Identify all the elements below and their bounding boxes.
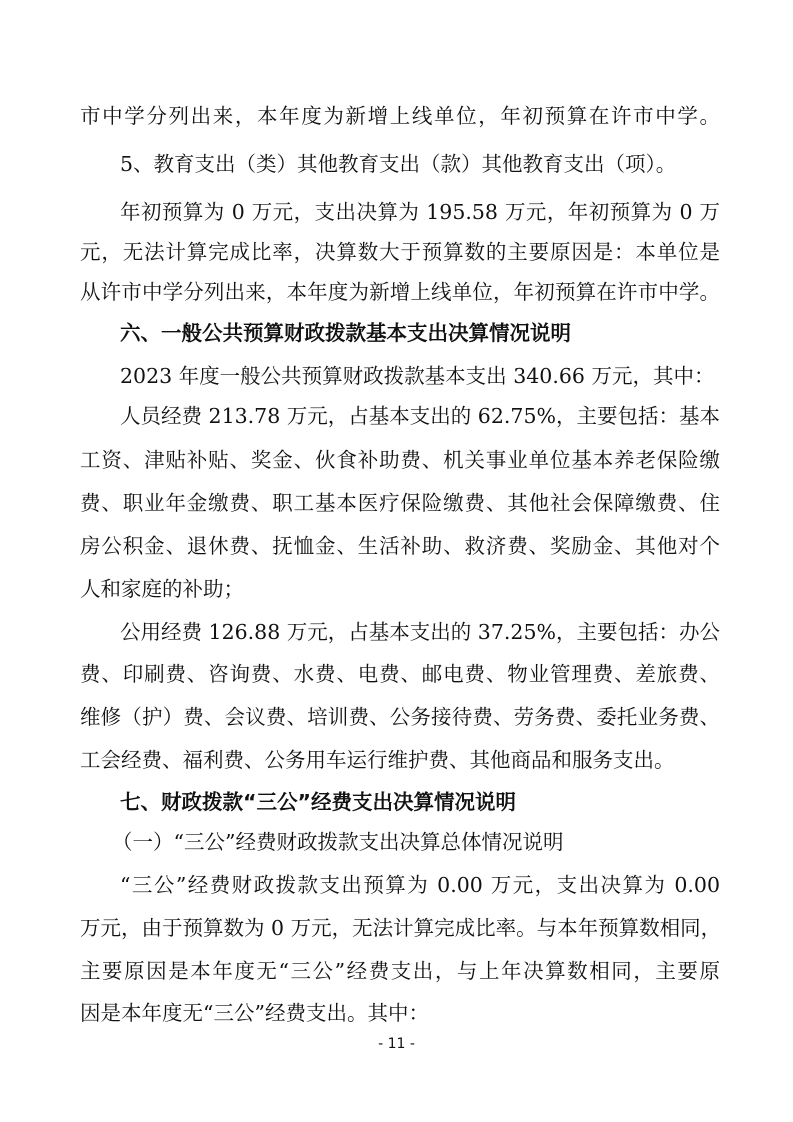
body-text-line: 年初预算为 0 万元，支出决算为 195.58 万元，年初预算为 0 万 — [120, 200, 720, 224]
subsection-heading: （一）“三公”经费财政拨款支出决算总体情况说明 — [112, 830, 564, 854]
body-text-line: 5、教育支出（类）其他教育支出（款）其他教育支出（项）。 — [120, 152, 677, 176]
body-text-line: 万元，由于预算数为 0 万元，无法计算完成比率。与本年预算数相同， — [80, 916, 722, 940]
page-number: - 11 - — [378, 1036, 415, 1052]
body-text-line: 因是本年度无“三公”经费支出。其中： — [80, 1001, 429, 1025]
body-text-line: 维修（护）费、会议费、培训费、公务接待费、劳务费、委托业务费、 — [80, 705, 720, 729]
body-text-line: 工会经费、福利费、公务用车运行维护费、其他商品和服务支出。 — [80, 748, 675, 772]
body-text-line: 市中学分列出来，本年度为新增上线单位，年初预算在许市中学。 — [80, 104, 720, 128]
body-text-line: 人员经费 213.78 万元，占基本支出的 62.75%，主要包括：基本 — [120, 404, 720, 428]
body-text-line: 从许市中学分列出来，本年度为新增上线单位，年初预算在许市中学。 — [80, 280, 720, 304]
body-text-line: 元，无法计算完成比率，决算数大于预算数的主要原因是：本单位是 — [80, 240, 720, 264]
body-text-line: 房公积金、退休费、抚恤金、生活补助、救济费、奖励金、其他对个 — [80, 534, 720, 558]
body-text-line: 2023 年度一般公共预算财政拨款基本支出 340.66 万元，其中： — [120, 364, 715, 388]
section-heading: 七、财政拨款“三公”经费支出决算情况说明 — [120, 790, 516, 814]
body-text-line: 公用经费 126.88 万元，占基本支出的 37.25%，主要包括：办公 — [120, 620, 720, 644]
body-text-line: 主要原因是本年度无“三公”经费支出，与上年决算数相同，主要原 — [80, 959, 720, 983]
body-text-line: 费、印刷费、咨询费、水费、电费、邮电费、物业管理费、差旅费、 — [80, 662, 720, 686]
body-text-line: 人和家庭的补助； — [80, 577, 244, 601]
section-heading: 六、一般公共预算财政拨款基本支出决算情况说明 — [120, 321, 571, 345]
body-text-line: 工资、津贴补贴、奖金、伙食补助费、机关事业单位基本养老保险缴 — [80, 448, 720, 472]
body-text-line: “三公”经费财政拨款支出预算为 0.00 万元，支出决算为 0.00 — [120, 873, 720, 897]
body-text-line: 费、职业年金缴费、职工基本医疗保险缴费、其他社会保障缴费、住 — [80, 491, 720, 515]
